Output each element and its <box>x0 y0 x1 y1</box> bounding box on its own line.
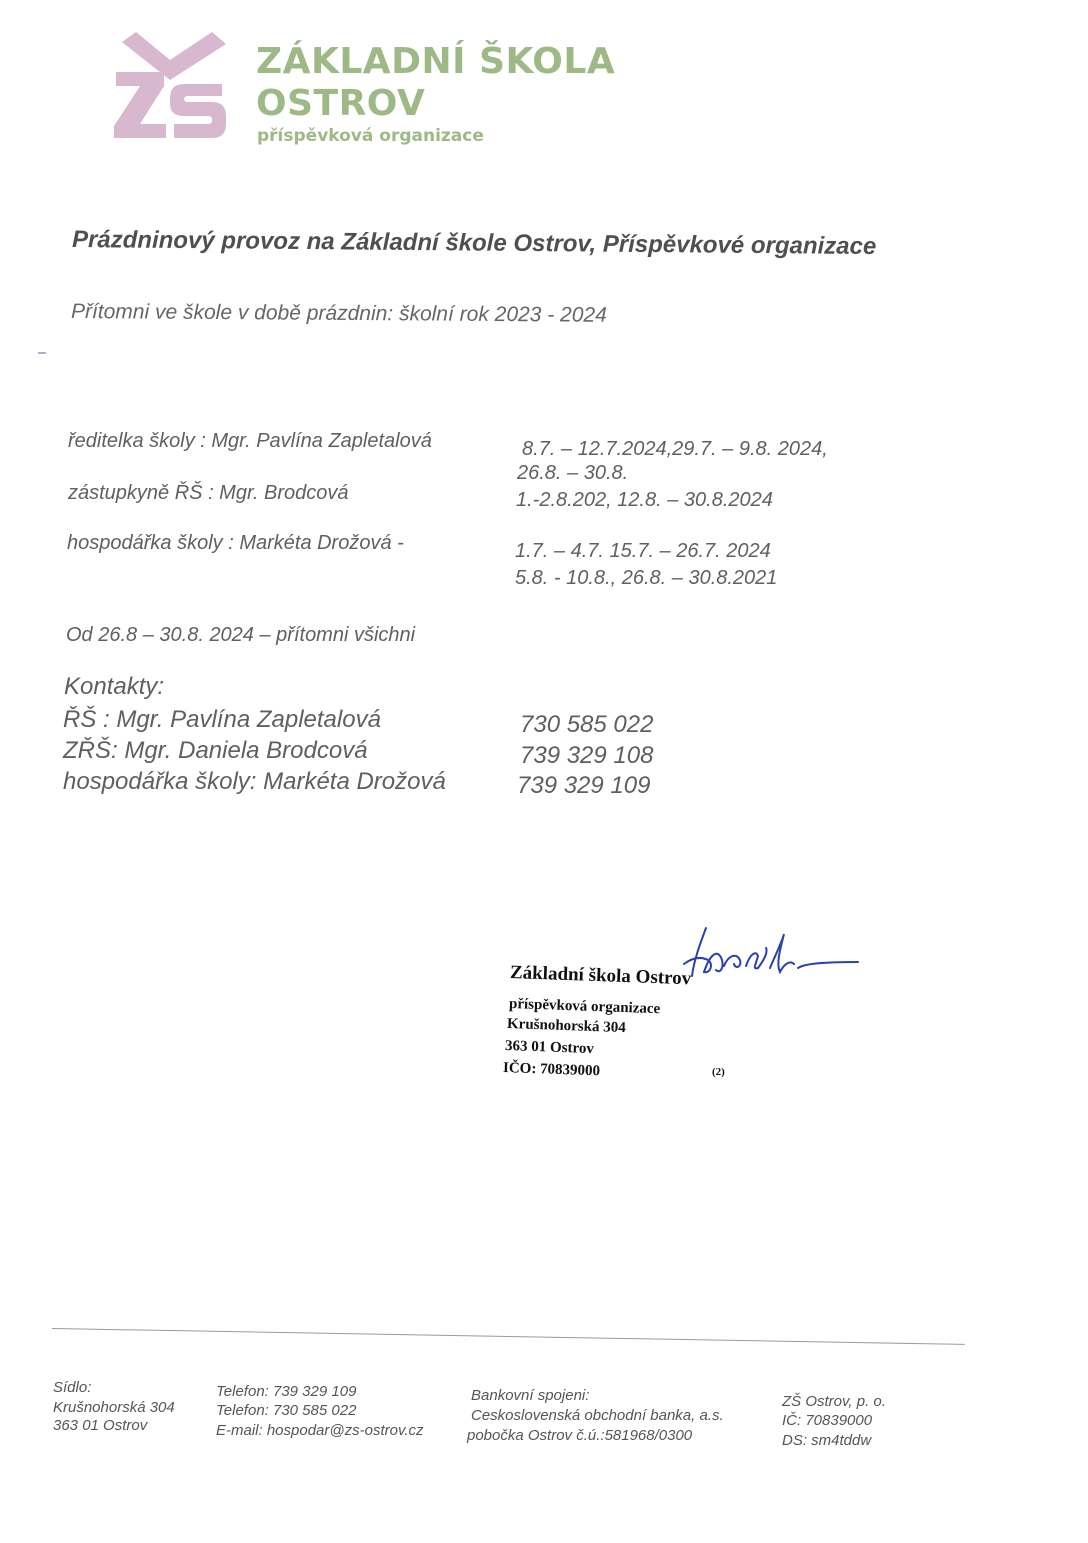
staff-dates-deputy: 1.-2.8.202, 12.8. – 30.8.2024 <box>516 489 773 511</box>
contacts-heading: Kontakty: <box>64 673 165 700</box>
footer-ic: IČ: 70839000 <box>782 1412 873 1429</box>
staff-dates-director-2: 26.8. – 30.8. <box>517 462 629 484</box>
footer-ds: DS: sm4tddw <box>782 1432 872 1449</box>
footer-email: E-mail: hospodar@zs-ostrov.cz <box>216 1422 424 1439</box>
contact-name-accountant: hospodářka školy: Markéta Drožová <box>63 768 446 795</box>
footer-address-street: Krušnohorská 304 <box>53 1399 175 1416</box>
footer-phone-2: Telefon: 730 585 022 <box>216 1402 357 1419</box>
school-name-line1: ZÁKLADNÍ ŠKOLA <box>256 41 616 82</box>
footer-org-short: ZŠ Ostrov, p. o. <box>782 1393 886 1410</box>
all-present-note: Od 26.8 – 30.8. 2024 – přítomni všichni <box>66 624 416 646</box>
staff-role-deputy: zástupkyně ŘŠ : Mgr. Brodcová <box>68 482 349 504</box>
stamp-note: (2) <box>712 1066 725 1078</box>
staff-dates-accountant-2: 5.8. - 10.8., 26.8. – 30.8.2021 <box>515 567 778 589</box>
document-subtitle: Přítomni ve škole v době prázdnin: školní rok 2023 - 2024 <box>70 300 607 327</box>
stamp-line-legal-form: příspěvková organizace <box>508 996 661 1018</box>
footer-address-city: 363 01 Ostrov <box>53 1417 148 1434</box>
stamp-line-city: 363 01 Ostrov <box>504 1038 595 1058</box>
footer-divider <box>52 1328 965 1345</box>
contact-name-director: ŘŠ : Mgr. Pavlína Zapletalová <box>63 706 381 733</box>
school-name-line2: OSTROV <box>256 83 426 124</box>
staff-dates-director-1: 8.7. – 12.7.2024,29.7. – 9.8. 2024, <box>522 438 828 460</box>
contact-name-deputy: ZŘŠ: Mgr. Daniela Brodcová <box>63 737 368 764</box>
footer-bank-account: pobočka Ostrov č.ú.:581968/0300 <box>467 1427 693 1444</box>
scan-mark <box>38 352 46 354</box>
contact-phone-accountant: 739 329 109 <box>517 772 651 799</box>
footer-bank-label: Bankovní spojeni: <box>471 1387 590 1404</box>
school-legal-form: příspěvková organizace <box>257 126 484 146</box>
stamp-line-name: Základní škola Ostrov <box>509 962 692 990</box>
staff-role-accountant: hospodářka školy : Markéta Drožová - <box>67 532 404 554</box>
document-title: Prázdninový provoz na Základní škole Ostrov, Příspěvkové organizace <box>71 226 877 261</box>
contact-phone-director: 730 585 022 <box>520 711 654 738</box>
footer-address-label: Sídlo: <box>53 1379 92 1396</box>
staff-role-director: ředitelka školy : Mgr. Pavlína Zapletalová <box>68 430 432 452</box>
stamp-line-street: Krušnohorská 304 <box>506 1016 627 1037</box>
footer-bank-name: Ceskoslovenská obchodní banka, a.s. <box>471 1407 724 1424</box>
handwritten-signature-icon <box>670 920 870 990</box>
footer-phone-1: Telefon: 739 329 109 <box>216 1383 357 1400</box>
staff-dates-accountant-1: 1.7. – 4.7. 15.7. – 26.7. 2024 <box>515 540 771 562</box>
zs-monogram-icon <box>112 28 232 144</box>
stamp-line-ico: IČO: 70839000 <box>502 1060 601 1080</box>
contact-phone-deputy: 739 329 108 <box>520 742 654 769</box>
